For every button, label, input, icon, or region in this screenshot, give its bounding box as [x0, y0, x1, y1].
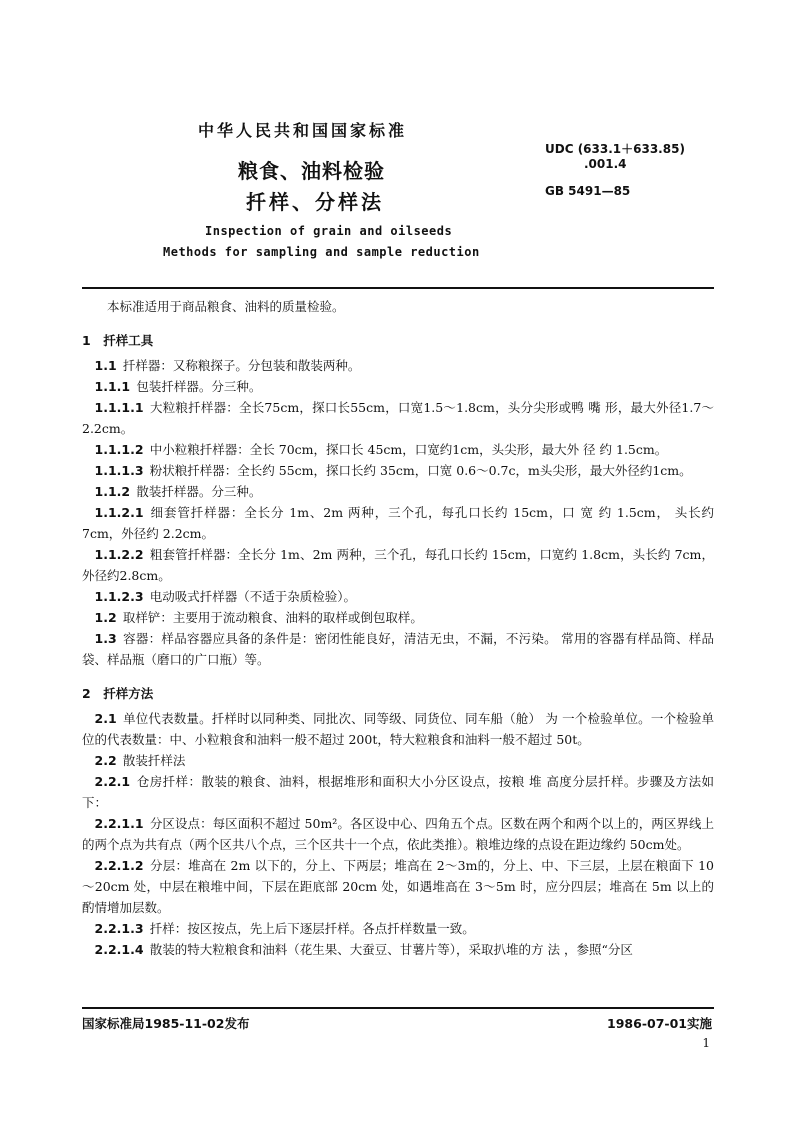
clause-text: 包装扦样器。分三种。 [136, 379, 262, 394]
clause [82, 628, 714, 670]
clause [82, 855, 714, 918]
clause-text: 粗套管扦样器：全长分 1m、2m 两种，三个孔，每孔口长约 15cm，口宽约 1.8cm，头长约 7cm，外径约2.8cm。 [82, 547, 714, 583]
clause-text: 散装扦样器。分三种。 [136, 484, 262, 499]
clause-text: 扦样器：又称粮探子。分包装和散装两种。 [122, 358, 361, 373]
clause-number: 1.3 [94, 631, 117, 646]
clause-text: 扦样：按区按点，先上后下逐层扦样。各点扦样数量一致。 [149, 921, 475, 936]
clause [82, 813, 714, 855]
clause-number: 1.1.1 [94, 379, 131, 394]
clause-text: 取样铲：主要用于流动粮食、油料的取样或倒包取样。 [122, 610, 423, 625]
section-number: 1 [82, 333, 91, 348]
clause [82, 397, 714, 439]
clause-text: 分层：堆高在 2m 以下的，分上、下两层；堆高在 2～3m的，分上、中、下三层，上层在粮面下 10～20cm 处，中层在粮堆中间，下层在距底部 20cm 处，如遇堆高在 3～5m 时，应分四层；堆高在 5m 以上的酌情增加层数。 [82, 858, 714, 915]
clause-number: 2.2.1.2 [94, 858, 144, 873]
clause [82, 607, 714, 628]
clause [82, 481, 714, 502]
english-title-line1: Inspection of grain and oilseeds [205, 224, 453, 238]
clause-text: 粉状粮扦样器：全长约 55cm，探口长约 35cm，口宽 0.6～0.7c，m头尖形，最大外径约1cm。 [149, 463, 692, 478]
clause-number: 1.1.2 [94, 484, 131, 499]
clause [82, 750, 714, 771]
clause-number: 1.1.2.1 [94, 505, 144, 520]
clause-number: 2.2.1.1 [94, 816, 144, 831]
clause-text: 电动吸式扦样器（不适于杂质检验）。 [149, 589, 357, 604]
header-divider [82, 287, 714, 289]
udc-code-line1: UDC (633.1＋633.85) [545, 142, 685, 156]
clause [82, 376, 714, 397]
clause-text: 单位代表数量。扦样时以同种类、同批次、同等级、同货位、同车船（舱） 为 一个检验单位。一个检验单位的代表数量：中、小粒粮食和油料一般不超过 200t，特大粒粮食和油料一般不超过 50t。 [82, 711, 714, 747]
udc-code-line2: .001.4 [584, 157, 627, 171]
clause [82, 939, 714, 960]
clause-number: 1.1.1.3 [94, 463, 144, 478]
clause-number: 2.2 [94, 753, 117, 768]
section-heading [82, 330, 714, 351]
clause [82, 586, 714, 607]
section-heading [82, 683, 714, 704]
clause-text: 仓房扦样：散装的粮食、油料，根据堆形和面积大小分区设点，按粮 堆 高度分层扦样。步骤及方法如下： [82, 774, 714, 810]
clause-text: 中小粒粮扦样器：全长 70cm，探口长 45cm，口宽约1cm，头尖形，最大外 径 约 1.5cm。 [149, 442, 668, 457]
clause-number: 2.2.1.3 [94, 921, 144, 936]
clause-text: 散装的特大粒粮食和油料（花生果、大蚕豆、甘薯片等），采取扒堆的方 法 ，参照“分区 [149, 942, 633, 957]
clause-number: 1.1.1.1 [94, 400, 144, 415]
clause-number: 2.2.1.4 [94, 942, 144, 957]
section-title: 扦样方法 [103, 686, 154, 701]
document-title-line2: 扦样、分样法 [246, 190, 384, 214]
clause [82, 439, 714, 460]
document-title-line1: 粮食、油料检验 [238, 159, 385, 183]
clause [82, 771, 714, 813]
clause-text: 容器：样品容器应具备的条件是：密闭性能良好，清洁无虫，不漏，不污染。 常用的容器有样品筒、样品袋、样品瓶（磨口的广口瓶）等。 [82, 631, 714, 667]
clause [82, 918, 714, 939]
clause-number: 1.1.2.3 [94, 589, 144, 604]
standard-org-title: 中华人民共和国国家标准 [198, 121, 408, 140]
clause-number: 2.1 [94, 711, 117, 726]
issue-date: 国家标准局1985-11-02发布 [82, 1016, 250, 1031]
clause-number: 1.2 [94, 610, 117, 625]
english-title-line2: Methods for sampling and sample reduction [163, 245, 480, 259]
document-body [82, 296, 714, 960]
clause [82, 460, 714, 481]
intro-paragraph: 本标准适用于商品粮食、油料的质量检验。 [107, 299, 345, 314]
clause [82, 544, 714, 586]
clause-text: 散装扦样法 [122, 753, 186, 768]
page-number: 1 [702, 1036, 710, 1050]
gb-code: GB 5491—85 [545, 184, 631, 198]
section-number: 2 [82, 686, 91, 701]
effective-date: 1986-07-01实施 [607, 1016, 712, 1031]
clause-text: 大粒粮扦样器：全长75cm，探口长55cm，口宽1.5～1.8cm，头分尖形或鸭 嘴 形，最大外径1.7～2.2cm。 [82, 400, 714, 436]
clause-text: 细套管扦样器：全长分 1m、2m 两种，三个孔，每孔口长约 15cm，口 宽 约 1.5cm， 头长约 7cm，外径约 2.2cm。 [82, 505, 714, 541]
section-title: 扦样工具 [103, 333, 154, 348]
clause-number: 1.1.2.2 [94, 547, 144, 562]
clause [82, 708, 714, 750]
clause-number: 2.2.1 [94, 774, 131, 789]
clause-number: 1.1 [94, 358, 117, 373]
clause [82, 502, 714, 544]
clause-text: 分区设点：每区面积不超过 50m²。各区设中心、四角五个点。区数在两个和两个以上的，两区界线上的两个点为共有点（两个区共八个点，三个区共十一个点，依此类推）。粮堆边缘的点设在距边缘约 50cm处。 [82, 816, 714, 852]
clause [82, 355, 714, 376]
footer-divider [82, 1007, 714, 1009]
clause-number: 1.1.1.2 [94, 442, 144, 457]
